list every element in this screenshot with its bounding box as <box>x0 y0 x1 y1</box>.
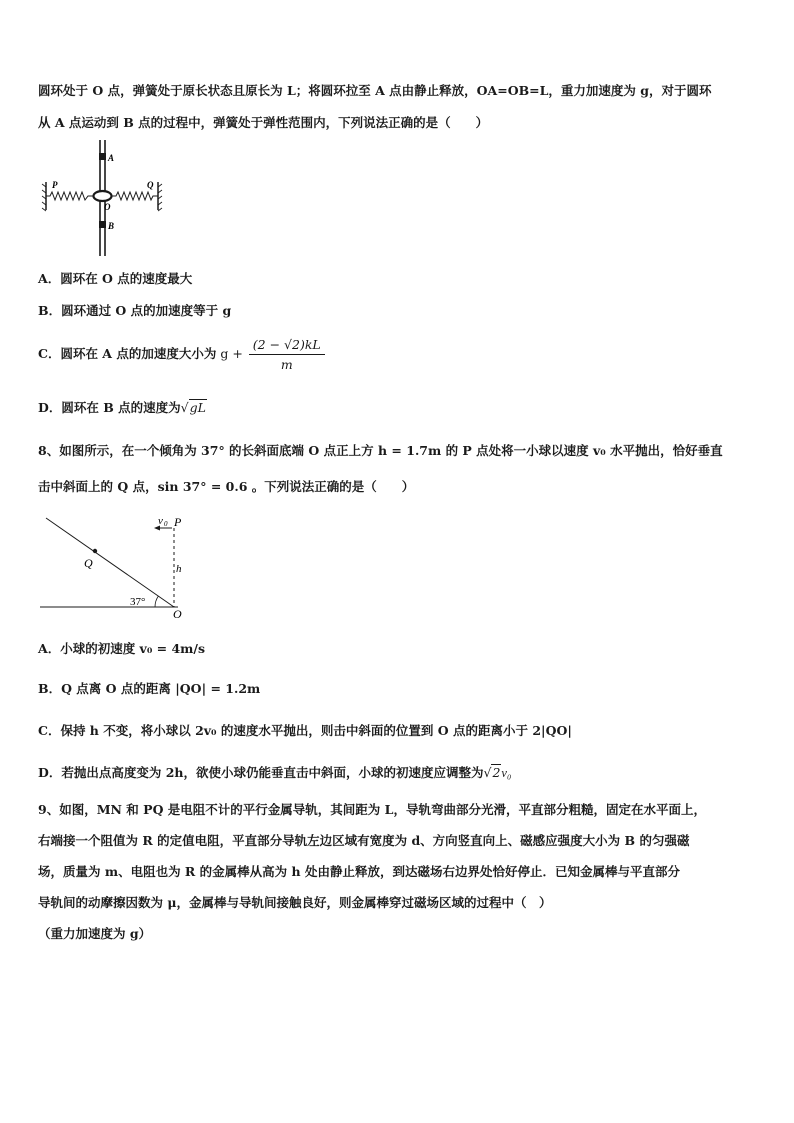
q9-line4: 导轨间的动摩擦因数为 μ，金属棒与导轨间接触良好，则金属棒穿过磁场区域的过程中（ ） <box>38 895 552 910</box>
q8-stem-line2: 击中斜面上的 Q 点，sin 37° = 0.6 。下列说法正确的是（ ） <box>38 479 415 494</box>
q8-option-b: B．Q 点离 O 点的距离 |QO| = 1.2m <box>38 681 261 696</box>
q8-option-d-prefix: D．若抛出点高度变为 2h，欲使小球仍能垂直击中斜面，小球的初速度应调整为 <box>38 765 484 780</box>
q9-line1: 9、如图，MN 和 PQ 是电阻不计的平行金属导轨，其间距为 L，导轨弯曲部分光滑，平直部分粗糙，固定在水平面上， <box>38 802 706 817</box>
q7-stem-line1: 圆环处于 O 点，弹簧处于原长状态且原长为 L；将圆环拉至 A 点由静止释放，OA=OB=L，重力加速度为 g，对于圆环 <box>38 83 712 98</box>
q7-option-d-prefix: D．圆环在 B 点的速度为 <box>38 400 181 415</box>
q7-option-b: B．圆环通过 O 点的加速度等于 g <box>38 303 232 318</box>
q7-option-c-denominator: m <box>280 357 293 372</box>
q7-option-c-g: g + <box>220 346 243 361</box>
label-angle: 37° <box>130 596 146 608</box>
label-P: P <box>174 515 182 529</box>
sqrt-radical-icon: √ <box>483 765 492 780</box>
q7-option-a: A．圆环在 O 点的速度最大 <box>38 271 193 286</box>
ring-spring-figure <box>38 136 170 260</box>
q8-option-c: C．保持 h 不变，将小球以 2v₀ 的速度水平抛出，则击中斜面的位置到 O 点的距离小于 2|QO| <box>38 723 572 738</box>
q7-option-c-prefix: C．圆环在 A 点的加速度大小为 <box>38 346 217 361</box>
incline-projectile-figure <box>38 506 198 620</box>
q9-line3: 场，质量为 m、电阻也为 R 的金属棒从高为 h 处由静止释放，到达磁场右边界处恰好停止．已知金属棒与平直部分 <box>38 864 680 879</box>
q7-option-c-fraction <box>249 336 325 373</box>
q8-option-a: A．小球的初速度 v₀ = 4m/s <box>38 641 205 656</box>
q7-option-c-numerator: (2 − √2)kL <box>249 336 325 355</box>
label-P: P <box>52 180 58 190</box>
q8-option-d <box>38 764 756 782</box>
q8-option-d-suffix: v₀ <box>501 766 512 780</box>
label-v0: v <box>158 515 163 527</box>
q9-line2: 右端接一个阻值为 R 的定值电阻，平直部分导轨左边区域有宽度为 d、方向竖直向上、磁感应强度大小为 B 的匀强磁 <box>38 833 690 848</box>
q7-option-c <box>38 334 756 374</box>
q7-stem-line2: 从 A 点运动到 B 点的过程中，弹簧处于弹性范围内，下列说法正确的是（ ） <box>38 115 489 130</box>
q9-line5: （重力加速度为 g） <box>38 926 152 941</box>
label-B: B <box>108 221 115 231</box>
q8-option-d-radicand: 2 <box>492 765 501 780</box>
q8-stem-line1: 8、如图所示，在一个倾角为 37° 的长斜面底端 O 点正上方 h = 1.7m 的 P 点处将一小球以速度 v₀ 水平抛出，恰好垂直 <box>38 443 723 458</box>
label-O: O <box>104 202 111 212</box>
label-Q: Q <box>84 556 93 570</box>
label-O: O <box>173 607 182 620</box>
sqrt-radical-icon: √ <box>180 400 189 415</box>
label-Q: Q <box>147 180 154 190</box>
q7-option-d-radicand: gL <box>189 400 206 415</box>
label-v0-sub: 0 <box>164 520 168 528</box>
label-A: A <box>108 153 115 163</box>
q7-option-d <box>38 399 756 417</box>
label-h: h <box>176 563 182 575</box>
